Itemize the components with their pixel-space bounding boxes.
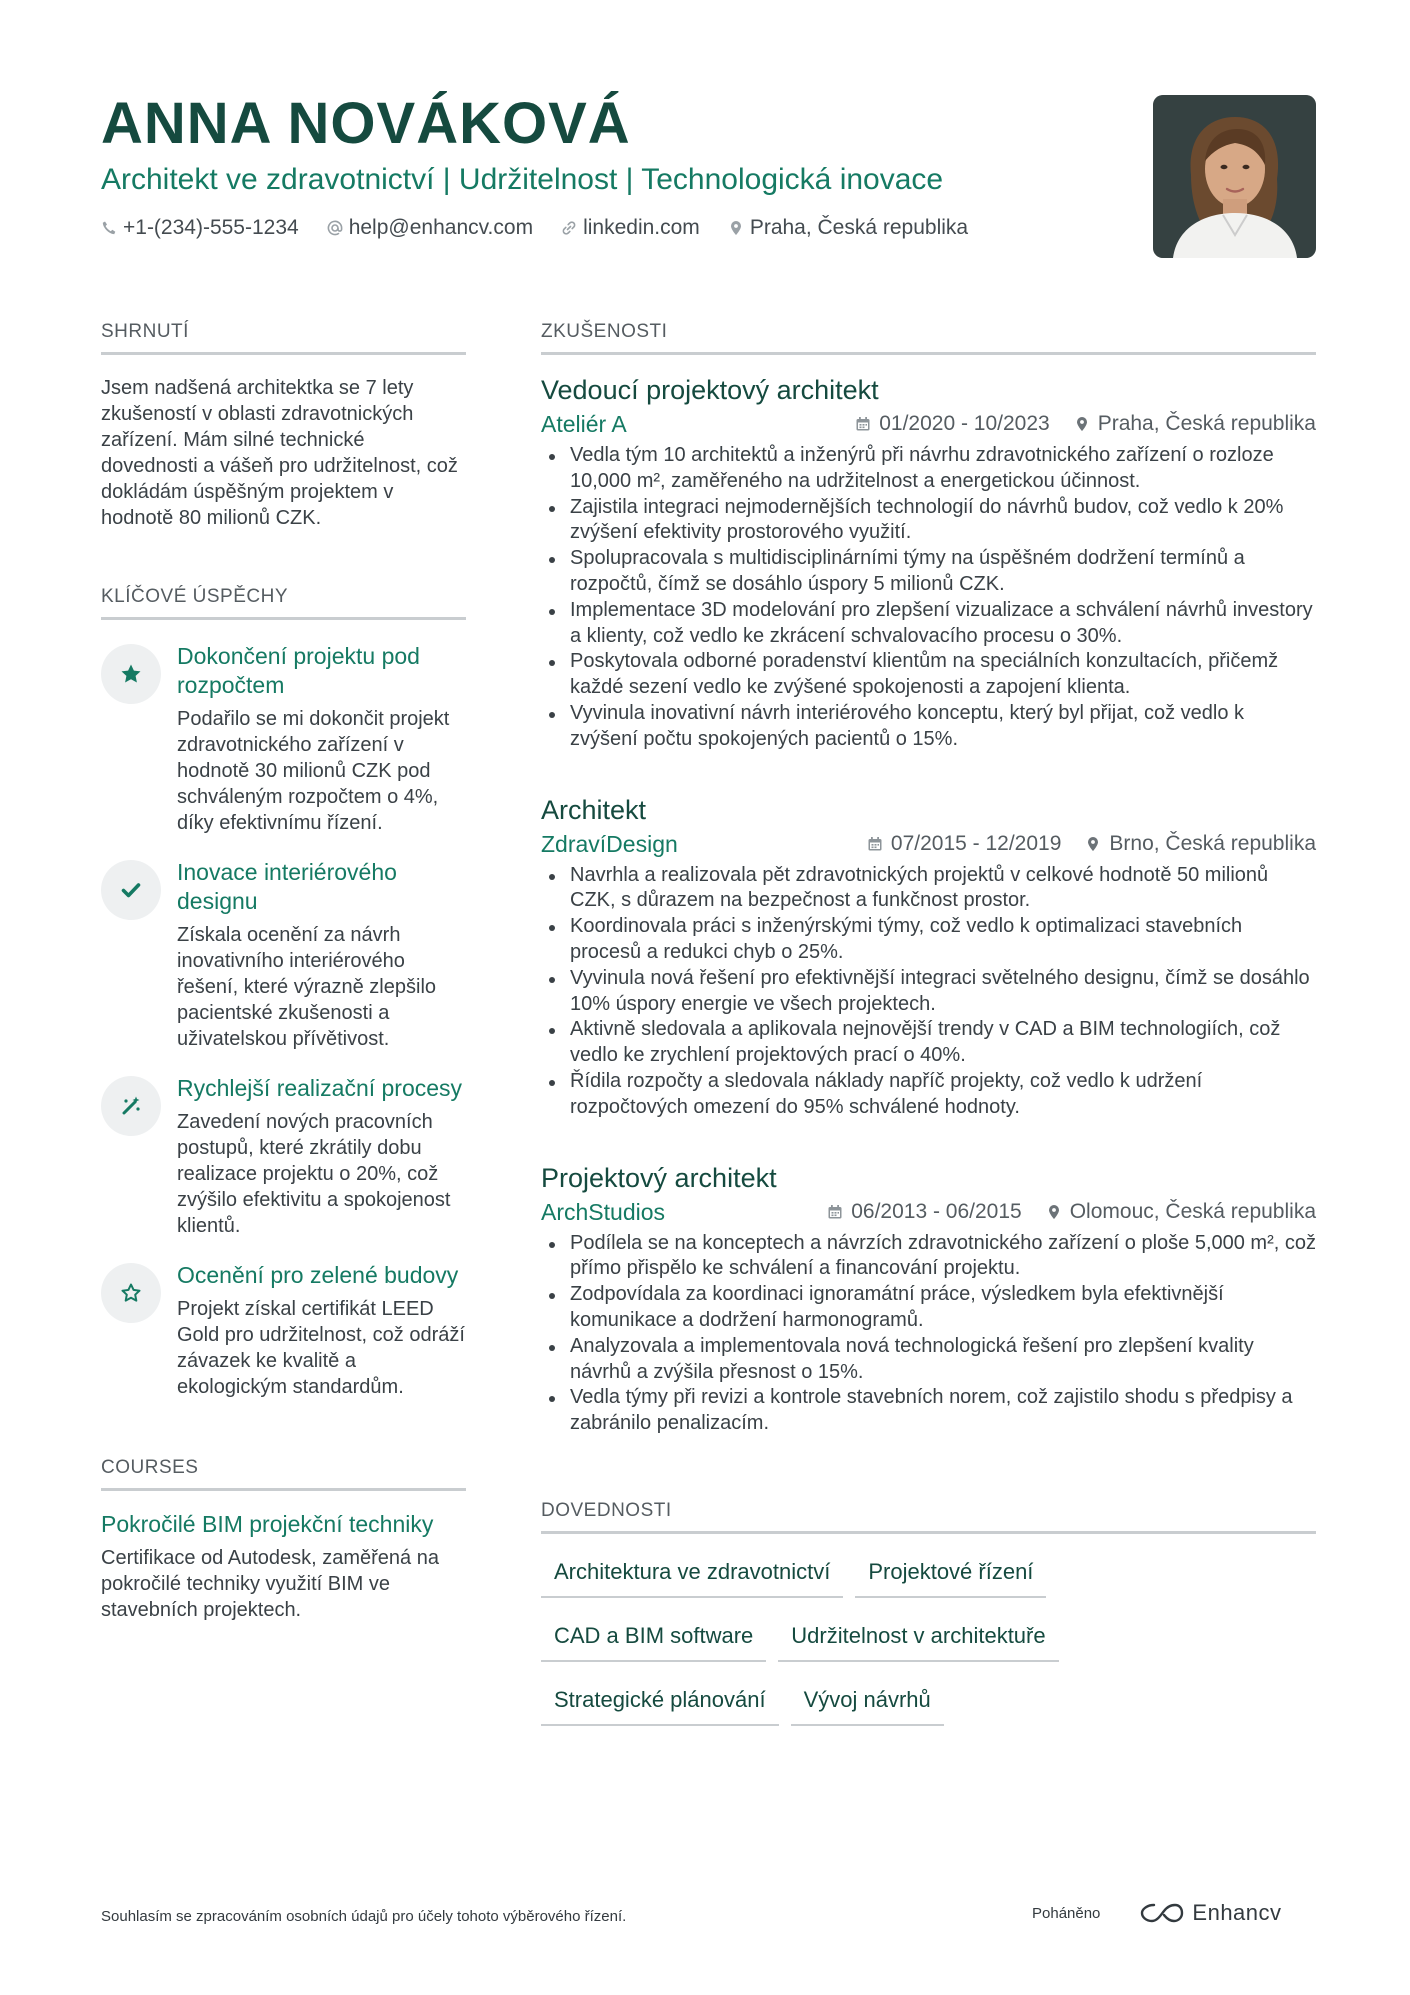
job-bullets: [541, 443, 1316, 753]
job-bullets: [541, 1231, 1316, 1437]
achievement-body: [177, 1074, 466, 1239]
skill-tag: Udržitelnost v architektuře: [778, 1614, 1058, 1662]
brand-name: Enhancv: [1192, 1900, 1282, 1925]
brand: [1140, 1900, 1281, 1926]
contact-location: [728, 214, 968, 242]
achievement-item: [101, 858, 466, 1052]
job-meta: [541, 409, 1316, 439]
job-bullet: Poskytovala odborné poradenství klientům na speciálních konzultacích, přičemž každé sezení vedlo ke zvýšené spokojenosti a zapojení klienta.: [541, 649, 1316, 701]
courses-heading: COURSES: [101, 1456, 466, 1491]
job-bullet: Vedla týmy při revizi a kontrole stavebních norem, což zajistilo shodu s předpisy a zabránilo penalizacím.: [541, 1385, 1316, 1437]
calendar-icon: [827, 1204, 843, 1220]
achievement-body: [177, 858, 466, 1052]
skill-tag: CAD a BIM software: [541, 1614, 766, 1662]
course-title: Pokročilé BIM projekční techniky: [101, 1511, 434, 1537]
job-dates: [855, 410, 1049, 438]
course-description: Certifikace od Autodesk, zaměřená na pokročilé techniky využití BIM ve stavebních projektech.: [101, 1547, 439, 1621]
skill-tag: Strategické plánování: [541, 1678, 779, 1726]
job-bullet: Řídila rozpočty a sledovala náklady napříč projekty, což vedlo k udržení rozpočtových omezení do 95% schválené hodnoty.: [541, 1069, 1316, 1121]
calendar-icon: [855, 416, 871, 432]
achievement-item: [101, 1074, 466, 1239]
contact-linkedin[interactable]: [561, 214, 700, 242]
job-entry: [541, 793, 1316, 1121]
skill-tag: Projektové řízení: [855, 1550, 1046, 1598]
courses-section: [101, 1456, 466, 1623]
achievement-body: [177, 642, 466, 836]
job-dates: [827, 1198, 1021, 1226]
achievement-body: [177, 1261, 466, 1400]
left-column: [101, 320, 466, 1623]
summary-text: Jsem nadšená architektka se 7 lety zkušeností v oblasti zdravotnických zařízení. Mám silné technické dovednosti a vášeň pro udržitelnost, což dokládám úspěšným projektem v hodnotě 80 milionů CZK.: [101, 377, 458, 529]
job-dates-text: 07/2015 - 12/2019: [890, 831, 1062, 855]
consent-note: Souhlasím se zpracováním osobních údajů pro účely tohoto výběrového řízení.: [101, 1908, 627, 1925]
job-bullet: Koordinovala práci s inženýrskými týmy, což vedlo k optimalizaci stavebních procesů a redukci chyb o 25%.: [541, 914, 1316, 966]
right-column: [541, 320, 1316, 1726]
job-bullet: Aktivně sledovala a aplikovala nejnovější trendy v CAD a BIM technologiích, což vedlo ke zrychlení projektových prací o 40%.: [541, 1017, 1316, 1069]
achievement-title: Ocenění pro zelené budovy: [177, 1262, 459, 1288]
achievements-heading: KLÍČOVÉ ÚSPĚCHY: [101, 585, 466, 620]
job-meta: [541, 829, 1316, 859]
job-bullet: Analyzovala a implementovala nová technologická řešení pro zlepšení kvality návrhů a zvýšila přesnost o 15%.: [541, 1334, 1316, 1386]
achievement-item: [101, 1261, 466, 1400]
skill-tag: Vývoj návrhů: [791, 1678, 944, 1726]
magic-wand-icon: [101, 1076, 161, 1136]
achievement-description: Zavedení nových pracovních postupů, které zkrátily dobu realizace projektu o 20%, což zvýšilo efektivitu a spokojenost klientů.: [177, 1111, 451, 1237]
achievement-description: Projekt získal certifikát LEED Gold pro udržitelnost, což odráží závazek ke kvalitě a ekologickým standardům.: [177, 1298, 465, 1398]
job-title: Vedoucí projektový architekt: [541, 375, 879, 405]
contact-bar: [101, 214, 1151, 242]
job-bullet: Zodpovídala za koordinaci ignoramátní práce, výsledkem byla efektivnější komunikace a dodržení harmonogramů.: [541, 1282, 1316, 1334]
powered-by-label: Poháněno: [1032, 1904, 1101, 1922]
job-bullet: Podílela se na konceptech a návrzích zdravotnického zařízení o ploše 5,000 m², což přímo přispělo ke schválení a financování projektu.: [541, 1231, 1316, 1283]
job-location-text: Praha, Česká republika: [1097, 412, 1316, 435]
summary-heading: SHRNUTÍ: [101, 320, 466, 355]
footer-branding[interactable]: [1032, 1900, 1282, 1926]
achievement-item: [101, 642, 466, 836]
contact-phone[interactable]: [101, 214, 299, 242]
job-location-text: Olomouc, Česká republika: [1069, 1199, 1316, 1223]
job-bullet: Vedla tým 10 architektů a inženýrů při návrhu zdravotnického zařízení o rozloze 10,000 m², zaměřeného na udržitelnost a energetickou účinnost.: [541, 443, 1316, 495]
job-bullet: Vyvinula nová řešení pro efektivnější integraci světelného designu, čímž se dosáhlo 10% úspory energie ve všech projektech.: [541, 966, 1316, 1018]
achievement-title: Inovace interiérového designu: [177, 859, 397, 914]
profile-photo: [1153, 95, 1316, 258]
contact-email-text: help@enhancv.com: [348, 216, 534, 239]
location-pin-icon: [1046, 1204, 1062, 1220]
star-outline-icon: [101, 1263, 161, 1323]
skill-tag: Architektura ve zdravotnictví: [541, 1550, 843, 1598]
job-location-text: Brno, Česká republika: [1109, 831, 1316, 855]
contact-linkedin-text: linkedin.com: [583, 216, 700, 239]
experience-heading: ZKUŠENOSTI: [541, 320, 1316, 355]
skills-list: [541, 1550, 1141, 1726]
job-entry: [541, 373, 1316, 753]
job-bullets: [541, 863, 1316, 1121]
job-bullet: Implementace 3D modelování pro zlepšení vizualizace a schválení návrhů investory a klienty, což vedlo ke zkrácení schvalovacího procesu o 30%.: [541, 598, 1316, 650]
location-pin-icon: [728, 220, 744, 236]
achievement-description: Získala ocenění za návrh inovativního interiérového řešení, které výrazně zlepšilo pacientské zkušenosti a uživatelskou přívětivost.: [177, 924, 437, 1050]
company-name: ArchStudios: [541, 1198, 666, 1225]
job-location: [1046, 1198, 1316, 1226]
link-icon: [561, 220, 577, 236]
contact-phone-text: +1-(234)-555-1234: [123, 216, 299, 239]
contact-email[interactable]: [327, 214, 533, 242]
job-bullet: Vyvinula inovativní návrh interiérového konceptu, který byl přijat, což vedlo k zvýšení počtu spokojených pacientů o 15%.: [541, 701, 1316, 753]
phone-icon: [101, 220, 117, 236]
job-bullet: Spolupracovala s multidisciplinárními týmy na úspěšném dodržení termínů a rozpočtů, čímž se dosáhlo úspory 5 milionů CZK.: [541, 546, 1316, 598]
contact-location-text: Praha, Česká republika: [749, 216, 969, 239]
header: [101, 92, 1151, 242]
skills-section: [541, 1499, 1316, 1726]
check-icon: [101, 860, 161, 920]
achievement-description: Podařilo se mi dokončit projekt zdravotnického zařízení v hodnotě 30 milionů CZK pod schváleným rozpočtem o 4%, díky efektivnímu řízení.: [177, 708, 450, 834]
job-location: [1074, 410, 1316, 438]
achievement-title: Dokončení projektu pod rozpočtem: [177, 643, 420, 698]
job-bullet: Navrhla a realizovala pět zdravotnických projektů v celkové hodnotě 50 milionů CZK, s důrazem na bezpečnost a funkčnost prostor.: [541, 863, 1316, 915]
job-title: Projektový architekt: [541, 1162, 777, 1193]
achievement-title: Rychlejší realizační procesy: [177, 1075, 463, 1101]
company-name: Ateliér A: [541, 411, 627, 437]
skills-heading: DOVEDNOSTI: [541, 1499, 1316, 1534]
candidate-name: ANNA NOVÁKOVÁ: [101, 91, 631, 156]
job-dates-text: 06/2013 - 06/2015: [851, 1199, 1022, 1223]
enhancv-logo-icon: [1140, 1902, 1184, 1924]
job-entry: [541, 1161, 1316, 1437]
experience-section: [541, 320, 1316, 1437]
location-pin-icon: [1085, 836, 1101, 852]
job-title: Architekt: [541, 794, 647, 825]
star-icon: [101, 644, 161, 704]
calendar-icon: [867, 836, 883, 852]
location-pin-icon: [1074, 416, 1090, 432]
job-location: [1085, 830, 1316, 858]
job-bullet: Zajistila integraci nejmodernějších technologií do návrhů budov, což vedlo k 20% zvýšení efektivity prostorového využití.: [541, 495, 1316, 547]
summary-section: [101, 320, 466, 531]
candidate-tagline: Architekt ve zdravotnictví | Udržitelnost | Technologická inovace: [101, 163, 944, 196]
achievements-section: [101, 585, 466, 1400]
job-dates-text: 01/2020 - 10/2023: [879, 412, 1050, 435]
job-meta: [541, 1197, 1316, 1227]
company-name: ZdravíDesign: [541, 830, 678, 857]
job-dates: [867, 830, 1061, 858]
at-icon: [327, 220, 343, 236]
